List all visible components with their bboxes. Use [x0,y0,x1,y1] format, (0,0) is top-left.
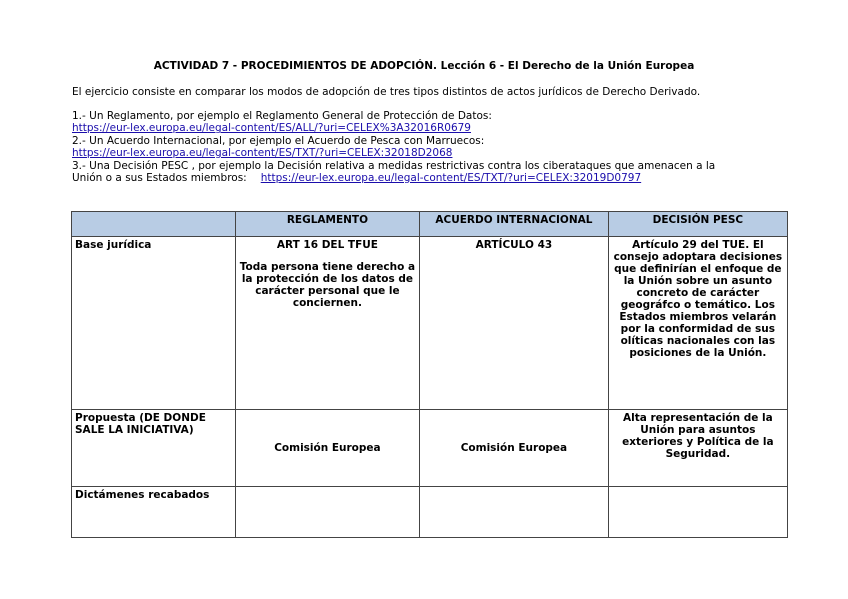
item-2-text: 2.- Un Acuerdo Internacional, por ejemplo el Acuerdo de Pesca con Marruecos: [72,134,485,147]
cell-pesc-propuesta: Alta representación de la Unión para asuntos exteriores y Política de la Seguridad. [608,410,787,487]
reglamento-article-desc: Toda persona tiene derecho a la protección de los datos de carácter personal que le conciernen. [239,261,416,309]
item-3-text-line1: 3.- Una Decisión PESC , por ejemplo la Decisión relativa a medidas restrictivas contra los ciberataques que amenacen a la [72,159,716,172]
cell-reglamento-propuesta: Comisión Europea [235,410,419,487]
item-3-link[interactable]: https://eur-lex.europa.eu/legal-content/ES/TXT/?uri=CELEX:32019D0797 [260,172,642,185]
table-header-row [72,212,788,237]
row-label-dictamenes: Dictámenes recabados [72,487,236,538]
act-list [72,110,772,184]
comparison-table [71,211,788,538]
intro-paragraph: El ejercicio consiste en comparar los modos de adopción de tres tipos distintos de actos jurídicos de Derecho Derivado. [72,86,701,98]
cell-acuerdo-base: ARTÍCULO 43 [420,237,609,410]
item-1-text: 1.- Un Reglamento, por ejemplo el Reglamento General de Protección de Datos: [72,110,492,122]
cell-pesc-dictamenes [608,487,787,538]
cell-reglamento-base [235,237,419,410]
item-3-text-line2: Unión o a sus Estados miembros: [72,172,247,185]
item-1-link[interactable]: https://eur-lex.europa.eu/legal-content/ES/ALL/?uri=CELEX%3A32016R0679 [72,122,471,135]
cell-pesc-base: Artículo 29 del TUE. El consejo adoptara decisiones que definirían el enfoque de la Unión sobre un asunto concreto de carácter geográfco o temático. Los Estados miembros velarán por la conformidad de sus olíticas nacionales con las posiciones de la Unión. [608,237,787,410]
row-label-propuesta: Propuesta (DE DONDE SALE LA INICIATIVA) [72,410,236,487]
row-label-base-juridica: Base jurídica [72,237,236,410]
header-reglamento: REGLAMENTO [235,212,419,237]
cell-acuerdo-propuesta: Comisión Europea [420,410,609,487]
header-acuerdo: ACUERDO INTERNACIONAL [420,212,609,237]
cell-reglamento-dictamenes [235,487,419,538]
table-row [72,410,788,487]
table-row [72,487,788,538]
item-2-link[interactable]: https://eur-lex.europa.eu/legal-content/ES/TXT/?uri=CELEX:32018D2068 [72,147,453,160]
reglamento-article: ART 16 DEL TFUE [276,239,378,251]
page-title: ACTIVIDAD 7 - PROCEDIMIENTOS DE ADOPCIÓN. Lección 6 - El Derecho de la Unión Europea [153,60,695,72]
header-pesc: DECISIÓN PESC [608,212,787,237]
cell-acuerdo-dictamenes [420,487,609,538]
table-row [72,237,788,410]
header-empty [72,212,236,237]
